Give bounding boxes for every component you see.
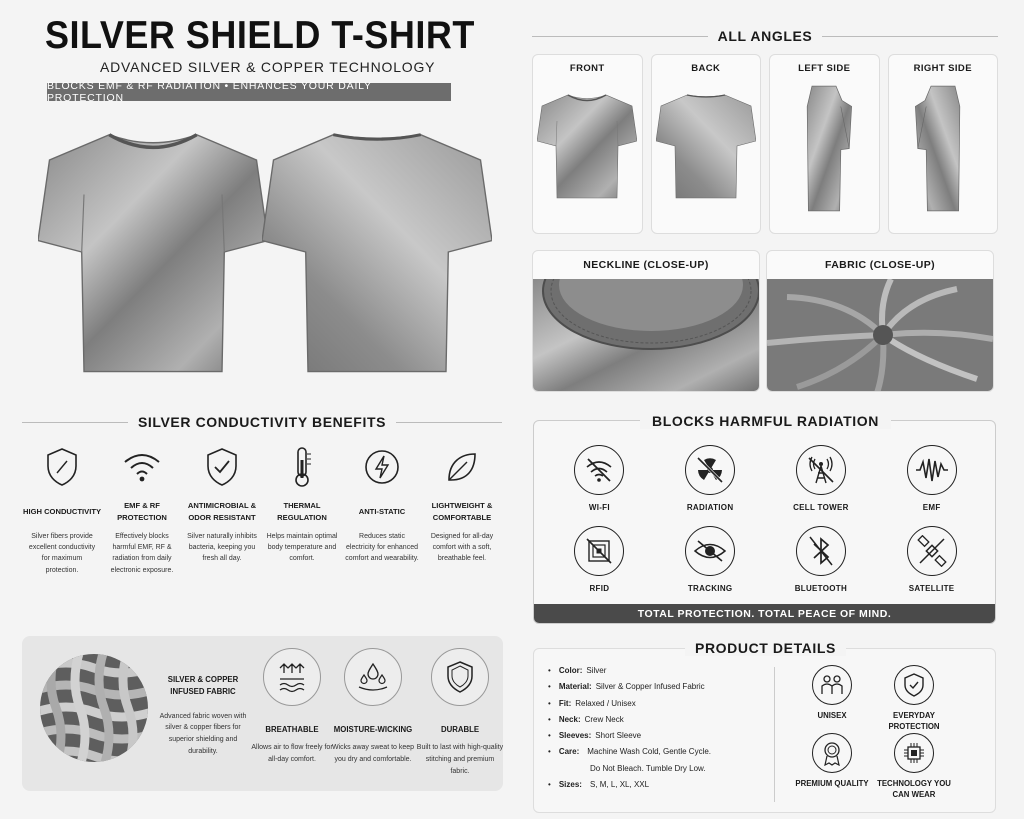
fabric-closeup-image <box>767 279 994 392</box>
benefit-item <box>262 445 342 576</box>
woven-fabric-image <box>40 654 148 762</box>
radiation-label: CELL TOWER <box>793 503 849 512</box>
angle-label: FRONT <box>569 63 605 74</box>
fabric-features-panel <box>22 636 503 791</box>
shield-check-icon <box>205 445 239 489</box>
hero-shirts <box>22 108 492 398</box>
fabric-main-feature <box>154 674 252 757</box>
benefit-title: LIGHTWEIGHT & COMFORTABLE <box>431 501 493 522</box>
closeup-label: FABRIC (CLOSE-UP) <box>824 259 936 271</box>
radiation-label: TRACKING <box>687 584 733 593</box>
detail-label: • Sleeves: <box>558 731 592 741</box>
people-icon <box>812 665 852 705</box>
detail-label: • Neck: <box>558 714 581 724</box>
radiation-item <box>766 445 877 512</box>
protection-banner: BLOCKS EMF & RF RADIATION • ENHANCES YOUR DAILY PROTECTION <box>47 83 451 101</box>
benefit-desc: Effectively blocks harmful EMF, RF & radiation from daily electronic exposure. <box>110 533 174 574</box>
detail-row <box>548 781 711 797</box>
detail-value: Do Not Bleach. Tumble Dry Low. <box>590 763 706 773</box>
radiation-item <box>544 445 655 512</box>
chip-icon <box>894 733 934 773</box>
detail-value: Silver <box>586 666 607 675</box>
neckline-closeup-card[interactable] <box>532 250 760 392</box>
left-side-view-image <box>794 81 854 216</box>
thermometer-icon <box>290 445 314 489</box>
radiation-item <box>544 526 655 593</box>
radiation-item <box>655 445 766 512</box>
fabric-closeup-card[interactable] <box>766 250 994 392</box>
emf-wave-icon <box>907 445 957 495</box>
detail-value: Crew Neck <box>584 714 624 724</box>
fabric-feature-title: DURABLE <box>440 725 480 734</box>
product-subtitle: ADVANCED SILVER & COPPER TECHNOLOGY <box>100 59 436 75</box>
fabric-feature-title: BREATHABLE <box>265 725 319 734</box>
badge-item <box>792 733 872 790</box>
benefit-item <box>182 445 262 576</box>
benefit-title: HIGH CONDUCTIVITY <box>22 507 102 517</box>
radiation-label: WI-FI <box>588 503 610 512</box>
radiation-item <box>655 526 766 593</box>
benefit-desc: Silver naturally inhibits bacteria, keeping you fresh all day. <box>187 533 257 563</box>
airflow-icon <box>263 648 321 706</box>
angle-card-left-side[interactable] <box>769 54 880 234</box>
fabric-feature-desc: Built to last with high-quality stitching and premium fabric. <box>416 744 504 775</box>
angle-card-right-side[interactable] <box>888 54 999 234</box>
tracking-eye-icon <box>685 526 735 576</box>
back-view-image <box>656 81 756 211</box>
bluetooth-icon <box>796 526 846 576</box>
benefit-title: EMF & RF PROTECTION <box>117 501 167 522</box>
product-title: SILVER SHIELD T-SHIRT <box>45 12 475 57</box>
radiation-label: BLUETOOTH <box>794 584 848 593</box>
radiation-item <box>876 445 987 512</box>
fabric-feature-desc: Wicks away sweat to keep you dry and comfortable. <box>331 744 415 764</box>
front-shirt-image <box>38 112 268 392</box>
radiation-item <box>876 526 987 593</box>
detail-label: • Fit: <box>558 698 572 708</box>
medal-icon <box>812 733 852 773</box>
shield-icon <box>45 445 79 489</box>
leaf-icon <box>443 445 481 489</box>
protection-tagline: TOTAL PROTECTION. TOTAL PEACE OF MIND. <box>534 604 995 623</box>
detail-label: • Care: <box>558 747 580 757</box>
badge-item <box>874 665 954 732</box>
detail-value: Relaxed / Unisex <box>575 698 636 708</box>
detail-row <box>548 748 711 764</box>
detail-row <box>548 667 711 683</box>
badge-label: PREMIUM QUALITY <box>795 779 869 788</box>
wifi-blocked-icon <box>574 445 624 495</box>
angle-label: RIGHT SIDE <box>913 63 972 74</box>
benefit-title: ANTIMICROBIAL & ODOR RESISTANT <box>187 501 257 522</box>
badge-label: UNISEX <box>817 711 847 720</box>
details-divider <box>774 667 775 802</box>
product-details-title: PRODUCT DETAILS <box>685 640 846 656</box>
angle-label: BACK <box>691 63 721 74</box>
detail-row <box>548 716 711 732</box>
benefit-desc: Reduces static electricity for enhanced comfort and wearability. <box>345 533 419 563</box>
angle-views <box>532 54 998 234</box>
shield-icon <box>431 648 489 706</box>
benefit-title: ANTI-STATIC <box>358 507 406 517</box>
detail-row <box>548 765 711 781</box>
detail-label: • Material: <box>558 682 592 692</box>
angle-card-front[interactable] <box>532 54 643 234</box>
radiation-panel <box>533 413 996 624</box>
cell-tower-icon <box>796 445 846 495</box>
fabric-feature-title: MOISTURE-WICKING <box>333 725 413 734</box>
fabric-feature-item <box>416 648 504 777</box>
all-angles-title: ALL ANGLES <box>717 28 813 44</box>
front-view-image <box>537 81 637 211</box>
product-details-panel <box>533 640 996 813</box>
fabric-feature-item <box>250 648 334 766</box>
lightning-icon <box>363 445 401 489</box>
benefit-desc: Designed for all-day comfort with a soft, breathable feel. <box>430 533 494 563</box>
badge-label: TECHNOLOGY YOU CAN WEAR <box>877 779 951 799</box>
radiation-item <box>766 526 877 593</box>
radiation-heading <box>534 413 997 429</box>
fabric-feature-item <box>330 648 416 766</box>
benefits-list <box>22 445 502 576</box>
radiation-label: RFID <box>589 584 610 593</box>
detail-value: Short Sleeve <box>595 731 642 741</box>
radiation-label: EMF <box>922 503 941 512</box>
fabric-main-title: SILVER & COPPER INFUSED FABRIC <box>167 675 239 697</box>
detail-value: Silver & Copper Infused Fabric <box>595 682 705 692</box>
benefit-desc: Silver fibers provide excellent conductivity for maximum protection. <box>28 533 96 574</box>
benefit-title: THERMAL REGULATION <box>277 501 327 522</box>
detail-label: • Sizes: <box>558 780 582 790</box>
rfid-icon <box>574 526 624 576</box>
benefits-title: SILVER CONDUCTIVITY BENEFITS <box>137 414 387 430</box>
radiation-title: BLOCKS HARMFUL RADIATION <box>640 413 891 429</box>
wifi-icon <box>122 445 162 489</box>
benefits-heading <box>22 414 502 430</box>
detail-value: Machine Wash Cold, Gentle Cycle. <box>587 747 712 757</box>
closeup-label: NECKLINE (CLOSE-UP) <box>583 259 709 271</box>
angle-label: LEFT SIDE <box>798 63 851 74</box>
badge-item <box>792 665 872 722</box>
detail-row <box>548 700 711 716</box>
benefit-item <box>342 445 422 576</box>
detail-row <box>548 683 711 699</box>
product-details-heading <box>534 640 997 656</box>
shield-check-icon <box>894 665 934 705</box>
neckline-closeup-image <box>533 279 760 392</box>
radiation-label: RADIATION <box>686 503 734 512</box>
detail-label: • Color: <box>558 666 583 675</box>
angle-card-back[interactable] <box>651 54 762 234</box>
detail-value: S, M, L, XL, XXL <box>589 780 650 790</box>
droplets-icon <box>344 648 402 706</box>
fabric-main-desc: Advanced fabric woven with silver & copper fibers for superior shielding and durability. <box>159 712 247 755</box>
radiation-label: SATELLITE <box>908 584 955 593</box>
benefit-item <box>22 445 102 576</box>
right-side-view-image <box>913 81 973 216</box>
back-shirt-image <box>262 112 492 392</box>
detail-row <box>548 732 711 748</box>
radiation-grid <box>544 445 987 593</box>
badge-label: EVERYDAY PROTECTION <box>888 711 940 731</box>
benefit-desc: Helps maintain optimal body temperature and comfort. <box>266 533 338 563</box>
badge-item <box>874 733 954 800</box>
satellite-icon <box>907 526 957 576</box>
all-angles-heading <box>532 28 998 44</box>
details-list <box>548 667 711 797</box>
benefit-item <box>102 445 182 576</box>
radiation-icon <box>685 445 735 495</box>
fabric-feature-desc: Allows air to flow freely for all-day comfort. <box>251 744 333 764</box>
benefit-item <box>422 445 502 576</box>
